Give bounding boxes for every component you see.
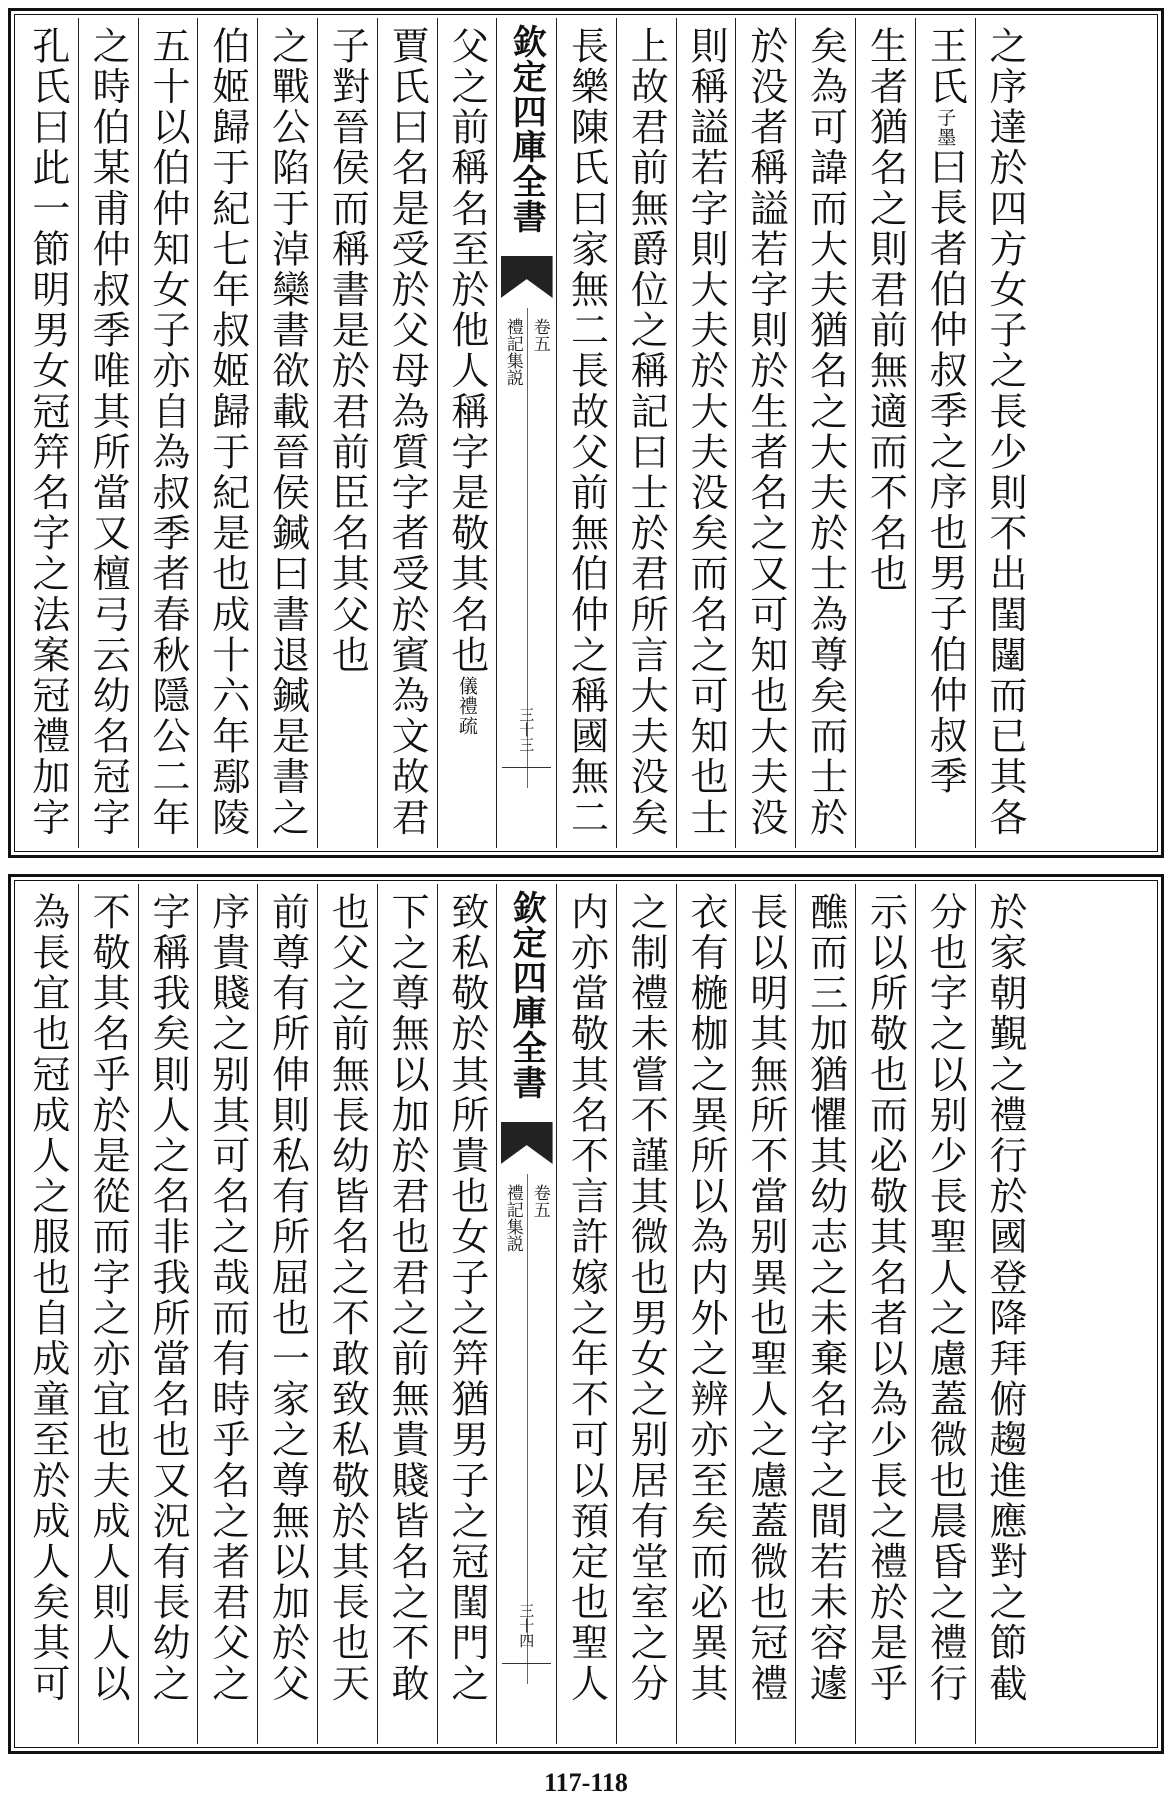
column-text: 内亦當敬其名不言許嫁之年不可以預定也聖人 [564,892,609,1704]
chapter-volume: 卷五 [529,1184,550,1218]
text-column-left-4 [735,884,795,1744]
column-text: 前尊有所伸則私有所屈也一家之尊無以加於父 [265,892,310,1704]
chapter-label [501,318,553,386]
column-text: 生者猶名之則君前無適而不名也 [863,26,908,595]
text-column-right-1 [18,18,78,848]
column-text: 長以明其無所不當别異也聖人之慮蓋微也冠禮 [743,892,788,1704]
column-text: 之時伯某甫仲叔季唯其所當又檀弓云幼名冠字 [86,26,131,838]
text-column-right-8 [437,884,497,1744]
center-fold [496,884,556,1744]
column-text: 長樂陳氏曰家無二長故父前無伯仲之稱國無二 [564,26,609,838]
column-text: 王氏子墨曰長者伯仲叔季之序也男子伯仲叔季 [923,26,968,797]
text-column-left-2 [616,884,676,1744]
column-text: 五十以伯仲知女子亦自為叔季者春秋隱公二年 [145,26,190,838]
center-fold [496,18,556,848]
text-column-right-2 [78,18,138,848]
column-text: 致私敬於其所貴也女子之筓猶男子之冠閨門之 [444,892,489,1704]
text-column-left-5 [795,884,855,1744]
column-text: 之序達於四方女子之長少則不出閨闥而已其各 [983,26,1028,838]
page-number: 三十三 [517,707,536,752]
column-text: 也父之前無長幼皆名之不敢致私敬於其長也天 [325,892,370,1704]
column-text: 子對晉侯而稱書是於君前臣名其父也 [325,26,370,676]
column-text: 示以所敬也而必敬其名者以為少長之禮於是乎 [863,892,908,1704]
fold-bar [502,1663,551,1664]
text-column-right-7 [377,884,437,1744]
text-column-right-1 [18,884,78,1744]
chapter-book: 禮記集説 [502,1184,523,1252]
chapter-book: 禮記集説 [502,318,523,386]
text-column-left-3 [676,18,736,848]
text-column-right-6 [317,884,377,1744]
text-column-right-4 [197,884,257,1744]
column-text: 分也字之以别少長聖人之慮蓋微也晨昏之禮行 [923,892,968,1704]
text-column-left-8 [975,18,1035,848]
column-text: 醮而三加猶懼其幼志之未棄名字之間若未容遽 [803,892,848,1704]
page-top [8,8,1164,858]
column-text: 衣有椸枷之異所以為内外之辨亦至矣而必異其 [684,892,729,1704]
column-text: 之制禮未嘗不謹其微也男女之别居有堂室之分 [624,892,669,1704]
column-text: 父之前稱名至於他人稱字是敬其名也儀禮疏 [444,26,489,736]
text-columns [18,884,1154,1744]
text-column-right-2 [78,884,138,1744]
text-column-left-6 [855,884,915,1744]
text-column-left-5 [795,18,855,848]
column-text: 於家朝覲之禮行於國登降拜俯趨進應對之節截 [983,892,1028,1704]
fold-bar [502,767,551,768]
text-column-right-7 [377,18,437,848]
column-text: 字稱我矣則人之名非我所當名也又況有長幼之 [145,892,190,1704]
page-range-footer: 117-118 [544,1768,628,1797]
column-text: 於没者稱謚若字則於生者名之又可知也大夫没 [743,26,788,838]
text-column-left-1 [556,18,616,848]
text-column-right-4 [197,18,257,848]
column-text: 伯姬歸于紀七年叔姬歸于紀是也成十六年鄢陵 [205,26,250,838]
fishtail-mark [501,1122,553,1164]
interlinear-note: 儀禮疏 [455,675,478,736]
text-column-right-3 [138,884,198,1744]
column-text: 上故君前無爵位之稱記曰士於君所言大夫没矣 [624,26,669,838]
text-column-left-7 [915,884,975,1744]
page-bottom [8,874,1164,1754]
fishtail-mark [501,256,553,298]
text-column-right-6 [317,18,377,848]
text-column-left-8 [975,884,1035,1744]
text-column-left-4 [735,18,795,848]
column-text: 賈氏曰名是受於父母為質字者受於賓為文故君 [385,26,430,838]
page-number: 三十四 [517,1603,536,1648]
text-column-left-6 [855,18,915,848]
text-column-left-1 [556,884,616,1744]
column-text: 序貴賤之别其可名之哉而有時乎名之者君父之 [205,892,250,1704]
text-column-right-5 [257,884,317,1744]
column-text: 之戰公陷于淖欒書欲載晉侯鍼曰書退鍼是書之 [265,26,310,838]
column-text: 孔氏曰此一節明男女冠筓名字之法案冠禮加字 [25,26,70,838]
text-column-left-7 [915,18,975,848]
text-column-left-2 [616,18,676,848]
text-column-right-8 [437,18,497,848]
text-column-right-5 [257,18,317,848]
column-text: 下之尊無以加於君也君之前無貴賤皆名之不敢 [385,892,430,1704]
book-title: 欽定四庫全書 [506,890,547,1100]
column-text: 為長宜也冠成人之服也自成童至於成人矣其可 [25,892,70,1704]
chapter-label [501,1184,553,1252]
column-text: 則稱謚若字則大夫於大夫没矣而名之可知也士 [684,26,729,838]
book-title: 欽定四庫全書 [506,24,547,234]
chapter-volume: 卷五 [529,318,550,352]
text-column-left-3 [676,884,736,1744]
text-columns [18,18,1154,848]
column-text: 矣為可諱而大夫猶名之大夫於士為尊矣而士於 [803,26,848,838]
column-text: 不敬其名乎於是從而字之亦宜也夫成人則人以 [86,892,131,1704]
interlinear-note: 子墨 [934,107,957,148]
text-column-right-3 [138,18,198,848]
